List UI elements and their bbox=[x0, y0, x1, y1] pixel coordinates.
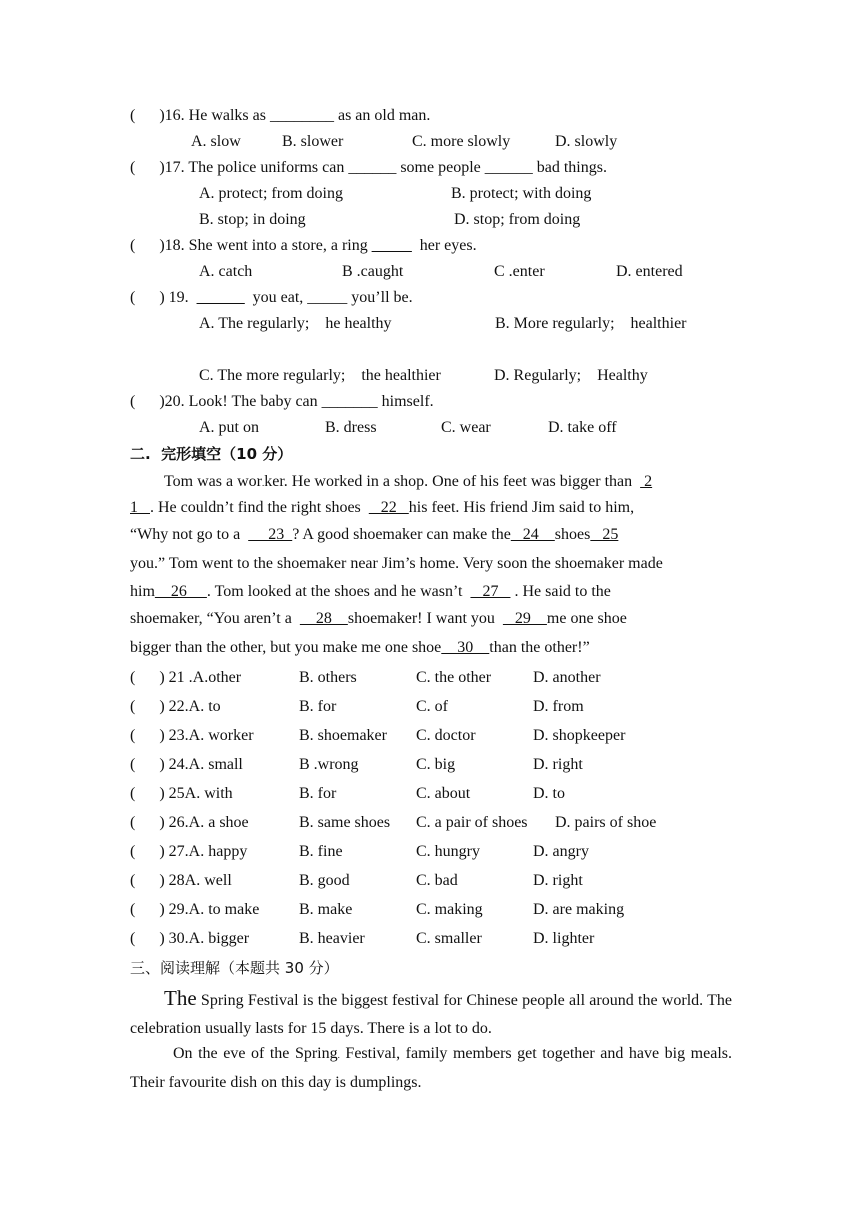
blank-24: 24 bbox=[510, 526, 555, 543]
option-b: B. heavier bbox=[299, 930, 365, 947]
option-a: A. catch bbox=[199, 263, 253, 280]
option-c: C. making bbox=[416, 901, 483, 918]
blank-22: 22 bbox=[368, 499, 409, 516]
option-c: C. bad bbox=[416, 872, 458, 889]
option-b: B. good bbox=[299, 872, 350, 889]
option-d: D. to bbox=[533, 785, 565, 802]
blank-23: 23 bbox=[248, 526, 293, 543]
option-a: A. The regularly; he healthy bbox=[199, 315, 392, 332]
option-b: B. protect; with doing bbox=[451, 185, 592, 202]
option-c: C. more slowly bbox=[412, 133, 511, 150]
option-b: B .caught bbox=[342, 263, 404, 280]
blank-21: 1 bbox=[130, 499, 150, 516]
option-d: D. Regularly; Healthy bbox=[494, 367, 648, 384]
cloze-q-29: ( ) 29.A. to make bbox=[130, 901, 260, 918]
cloze-q-25: ( ) 25A. with bbox=[130, 785, 233, 802]
option-d: D. slowly bbox=[555, 133, 618, 150]
blank-30: 30 bbox=[441, 639, 490, 656]
option-d: D. right bbox=[533, 872, 583, 889]
option-b: B. shoemaker bbox=[299, 727, 387, 744]
option-c: C. of bbox=[416, 698, 448, 715]
option-b: B .wrong bbox=[299, 756, 359, 773]
passage-line-6: shoemaker, “You aren’t a 28 shoemaker! I want you 29 me one shoe bbox=[130, 610, 627, 627]
option-c: C. the other bbox=[416, 669, 492, 686]
question-20-stem: ( )20. Look! The baby can _______ himself. bbox=[130, 393, 434, 410]
passage-line-5: him 26 . Tom looked at the shoes and he wasn’t 27 . He said to the bbox=[130, 583, 611, 600]
blank-28: 28 bbox=[299, 610, 348, 627]
option-b: B. slower bbox=[282, 133, 344, 150]
section-3-heading: 三、阅读理解（本题共 30 分） bbox=[130, 959, 339, 977]
blank-26: 26 bbox=[154, 583, 207, 600]
option-c: C. hungry bbox=[416, 843, 480, 860]
option-d: D. another bbox=[533, 669, 601, 686]
option-a: A. slow bbox=[191, 133, 241, 150]
cloze-q-23: ( ) 23.A. worker bbox=[130, 727, 254, 744]
option-b: B. for bbox=[299, 698, 337, 715]
option-c: C. wear bbox=[441, 419, 491, 436]
option-b: B. More regularly; healthier bbox=[495, 315, 687, 332]
cloze-q-27: ( ) 27.A. happy bbox=[130, 843, 248, 860]
passage-line-3: “Why not go to a 23 ? A good shoemaker can make the 24 shoes 25 bbox=[130, 526, 619, 543]
blank-29: 29 bbox=[502, 610, 547, 627]
option-c: C. smaller bbox=[416, 930, 482, 947]
question-19-stem: ( ) 19. ______ you eat, _____ you’ll be. bbox=[130, 289, 413, 306]
option-d: D. angry bbox=[533, 843, 589, 860]
option-b: B. make bbox=[299, 901, 353, 918]
cloze-q-26: ( ) 26.A. a shoe bbox=[130, 814, 249, 831]
question-17-stem: ( )17. The police uniforms can ______ some people ______ bad things. bbox=[130, 159, 607, 176]
option-a: A. protect; from doing bbox=[199, 185, 343, 202]
cloze-q-28: ( ) 28A. well bbox=[130, 872, 232, 889]
option-c: C. a pair of shoes bbox=[416, 814, 528, 831]
blank-21: 2 bbox=[640, 473, 653, 490]
option-c: C. The more regularly; the healthier bbox=[199, 367, 441, 384]
option-d: D. take off bbox=[548, 419, 617, 436]
option-c: C. doctor bbox=[416, 727, 476, 744]
question-16-stem: ( )16. He walks as ________ as an old man. bbox=[130, 107, 431, 124]
answer-blank: ______ bbox=[196, 289, 245, 306]
option-d: D. from bbox=[533, 698, 584, 715]
option-d: D. right bbox=[533, 756, 583, 773]
option-b: B. dress bbox=[325, 419, 377, 436]
passage-line-2: 1 . He couldn’t find the right shoes 22 his feet. His friend Jim said to him, bbox=[130, 499, 635, 516]
option-a: A. put on bbox=[199, 419, 259, 436]
option-d: D. shopkeeper bbox=[533, 727, 626, 744]
section-2-heading: 二. 完形填空（10 分） bbox=[130, 445, 293, 463]
passage-line-4: you.” Tom went to the shoemaker near Jim’s home. Very soon the shoemaker made bbox=[130, 555, 663, 572]
option-c: B. stop; in doing bbox=[199, 211, 306, 228]
option-b: B. for bbox=[299, 785, 337, 802]
cloze-q-24: ( ) 24.A. small bbox=[130, 756, 243, 773]
cloze-q-30: ( ) 30.A. bigger bbox=[130, 930, 250, 947]
reading-paragraph-1: The Spring Festival is the biggest festival for Chinese people all around the world. The celebration usually lasts for 15 days. There is a lot to do. bbox=[130, 986, 732, 1037]
answer-blank: _____ bbox=[371, 237, 412, 254]
option-c: C. big bbox=[416, 756, 456, 773]
option-d: D. lighter bbox=[533, 930, 595, 947]
option-d: D. pairs of shoe bbox=[555, 814, 657, 831]
option-d: D. stop; from doing bbox=[454, 211, 581, 228]
cloze-q-22: ( ) 22.A. to bbox=[130, 698, 221, 715]
option-b: B. others bbox=[299, 669, 357, 686]
reading-paragraph-2: On the eve of the Spring. Festival, family members get together and have big meals. Their favourite dish on this day is dumplings. bbox=[130, 1045, 732, 1091]
option-c: C .enter bbox=[494, 263, 545, 280]
option-b: B. fine bbox=[299, 843, 343, 860]
question-18-stem: ( )18. She went into a store, a ring _____ her eyes. bbox=[130, 237, 477, 254]
blank-25: 25 bbox=[590, 526, 619, 543]
option-c: C. about bbox=[416, 785, 471, 802]
option-d: D. entered bbox=[616, 263, 683, 280]
option-d: D. are making bbox=[533, 901, 625, 918]
passage-line-7: bigger than the other, but you make me one shoe 30 than the other!” bbox=[130, 639, 590, 656]
blank-27: 27 bbox=[470, 583, 511, 600]
option-b: B. same shoes bbox=[299, 814, 391, 831]
cloze-q-21: ( ) 21 .A.other bbox=[130, 669, 242, 686]
passage-line-1: Tom was a wor.ker. He worked in a shop. One of his feet was bigger than 2 bbox=[164, 473, 653, 490]
